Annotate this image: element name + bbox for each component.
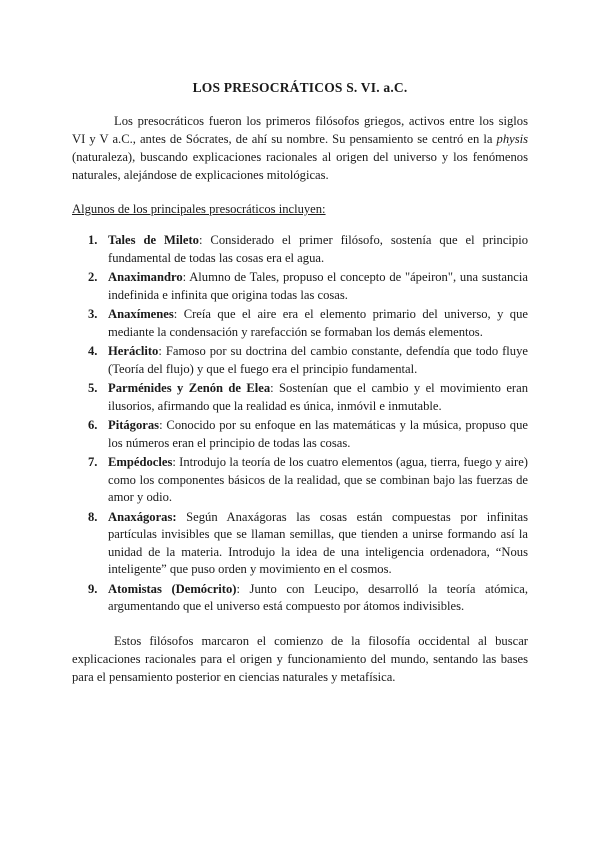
- philosopher-name: Atomistas (Demócrito): [108, 581, 237, 596]
- philosopher-name: Pitágoras: [108, 418, 160, 432]
- philosopher-description: : Famoso por su doctrina del cambio constante, defendía que todo fluye (Teoría del flujo) y que el fuego era el principio fundamental.: [108, 344, 528, 376]
- list-heading: Algunos de los principales presocráticos incluyen:: [72, 202, 326, 216]
- list-number: 2.: [88, 270, 98, 284]
- philosopher-name: Anaximandro: [108, 270, 183, 284]
- philosopher-description: Según Anaxágoras las cosas están compuestas por infinitas partículas invisibles que se llaman semillas, que tienden a unirse formando así la unidad de la materia. Introdujo la idea de una inteligencia ordenadora, “Nous inteligente” que puso orden y movimiento en el cosmos.: [108, 509, 528, 576]
- list-item: [72, 232, 528, 267]
- list-number: 7.: [88, 455, 98, 469]
- intro-paragraph: [72, 112, 528, 184]
- closing-paragraph: Estos filósofos marcaron el comienzo de la filosofía occidental al buscar explicaciones racionales para el origen y funcionamiento del mundo, sentando las bases para el pensamiento posterior en ciencias naturales y metafísica.: [72, 633, 528, 684]
- philosopher-description: : Alumno de Tales, propuso el concepto de "ápeiron", una sustancia indefinida e infinita que origina todas las cosas.: [108, 270, 528, 302]
- philosopher-name: Parménides y Zenón de Elea: [108, 381, 271, 395]
- intro-text-start: Los presocráticos fueron los primeros filósofos griegos, activos entre los siglos VI y V a.C., antes de Sócrates, de ahí su nombre. Su pensamiento se centró en la: [72, 114, 528, 146]
- philosopher-name: Tales de Mileto: [108, 233, 199, 247]
- philosopher-description: : Introdujo la teoría de los cuatro elementos (agua, tierra, fuego y aire) como los componentes básicos de la realidad, que se combinan bajo las fuerzas de amor y odio.: [108, 455, 528, 504]
- document-title: LOS PRESOCRÁTICOS S. VI. a.C.: [192, 80, 408, 95]
- list-number: 3.: [88, 307, 98, 321]
- list-number: 5.: [88, 381, 98, 395]
- list-number: 4.: [88, 344, 98, 358]
- list-number: 1.: [88, 233, 98, 247]
- philosophers-list: [72, 232, 528, 616]
- philosopher-description: : Considerado el primer filósofo, sostenía que el principio fundamental de todas las cosas era el agua.: [108, 233, 528, 265]
- list-item: [72, 509, 528, 579]
- philosopher-name: Empédocles: [108, 455, 173, 469]
- philosopher-description: : Conocido por su enfoque en las matemáticas y la música, propuso que los números eran el principio de todas las cosas.: [108, 418, 528, 450]
- intro-italic-term: physis: [496, 132, 528, 146]
- philosopher-name: Heráclito: [108, 344, 159, 358]
- philosopher-description: : Junto con Leucipo, desarrolló la teoría atómica, argumentando que el universo está compuesto por átomos indivisibles.: [108, 581, 529, 613]
- philosopher-description: : Creía que el aire era el elemento primario del universo, y que mediante la condensación y rarefacción se formaban los demás elementos.: [108, 307, 528, 339]
- list-item: [72, 269, 528, 304]
- intro-text-end: (naturaleza), buscando explicaciones racionales al origen del universo y los fenómenos naturales, alejándose de explicaciones mitológicas.: [72, 150, 528, 182]
- list-item: [72, 581, 528, 616]
- list-item: [72, 454, 528, 507]
- list-item: [72, 417, 528, 452]
- philosopher-name: Anaxímenes: [108, 307, 174, 321]
- list-item: [72, 343, 528, 378]
- document-page: [72, 80, 528, 686]
- philosopher-description: : Sostenían que el cambio y el movimiento eran ilusorios, afirmando que la realidad es única, inmóvil e inmutable.: [108, 381, 528, 413]
- list-number: 8.: [88, 509, 98, 524]
- list-number: 9.: [88, 581, 98, 596]
- philosopher-name: Anaxágoras:: [108, 509, 177, 524]
- list-item: [72, 306, 528, 341]
- list-number: 6.: [88, 418, 98, 432]
- list-item: [72, 380, 528, 415]
